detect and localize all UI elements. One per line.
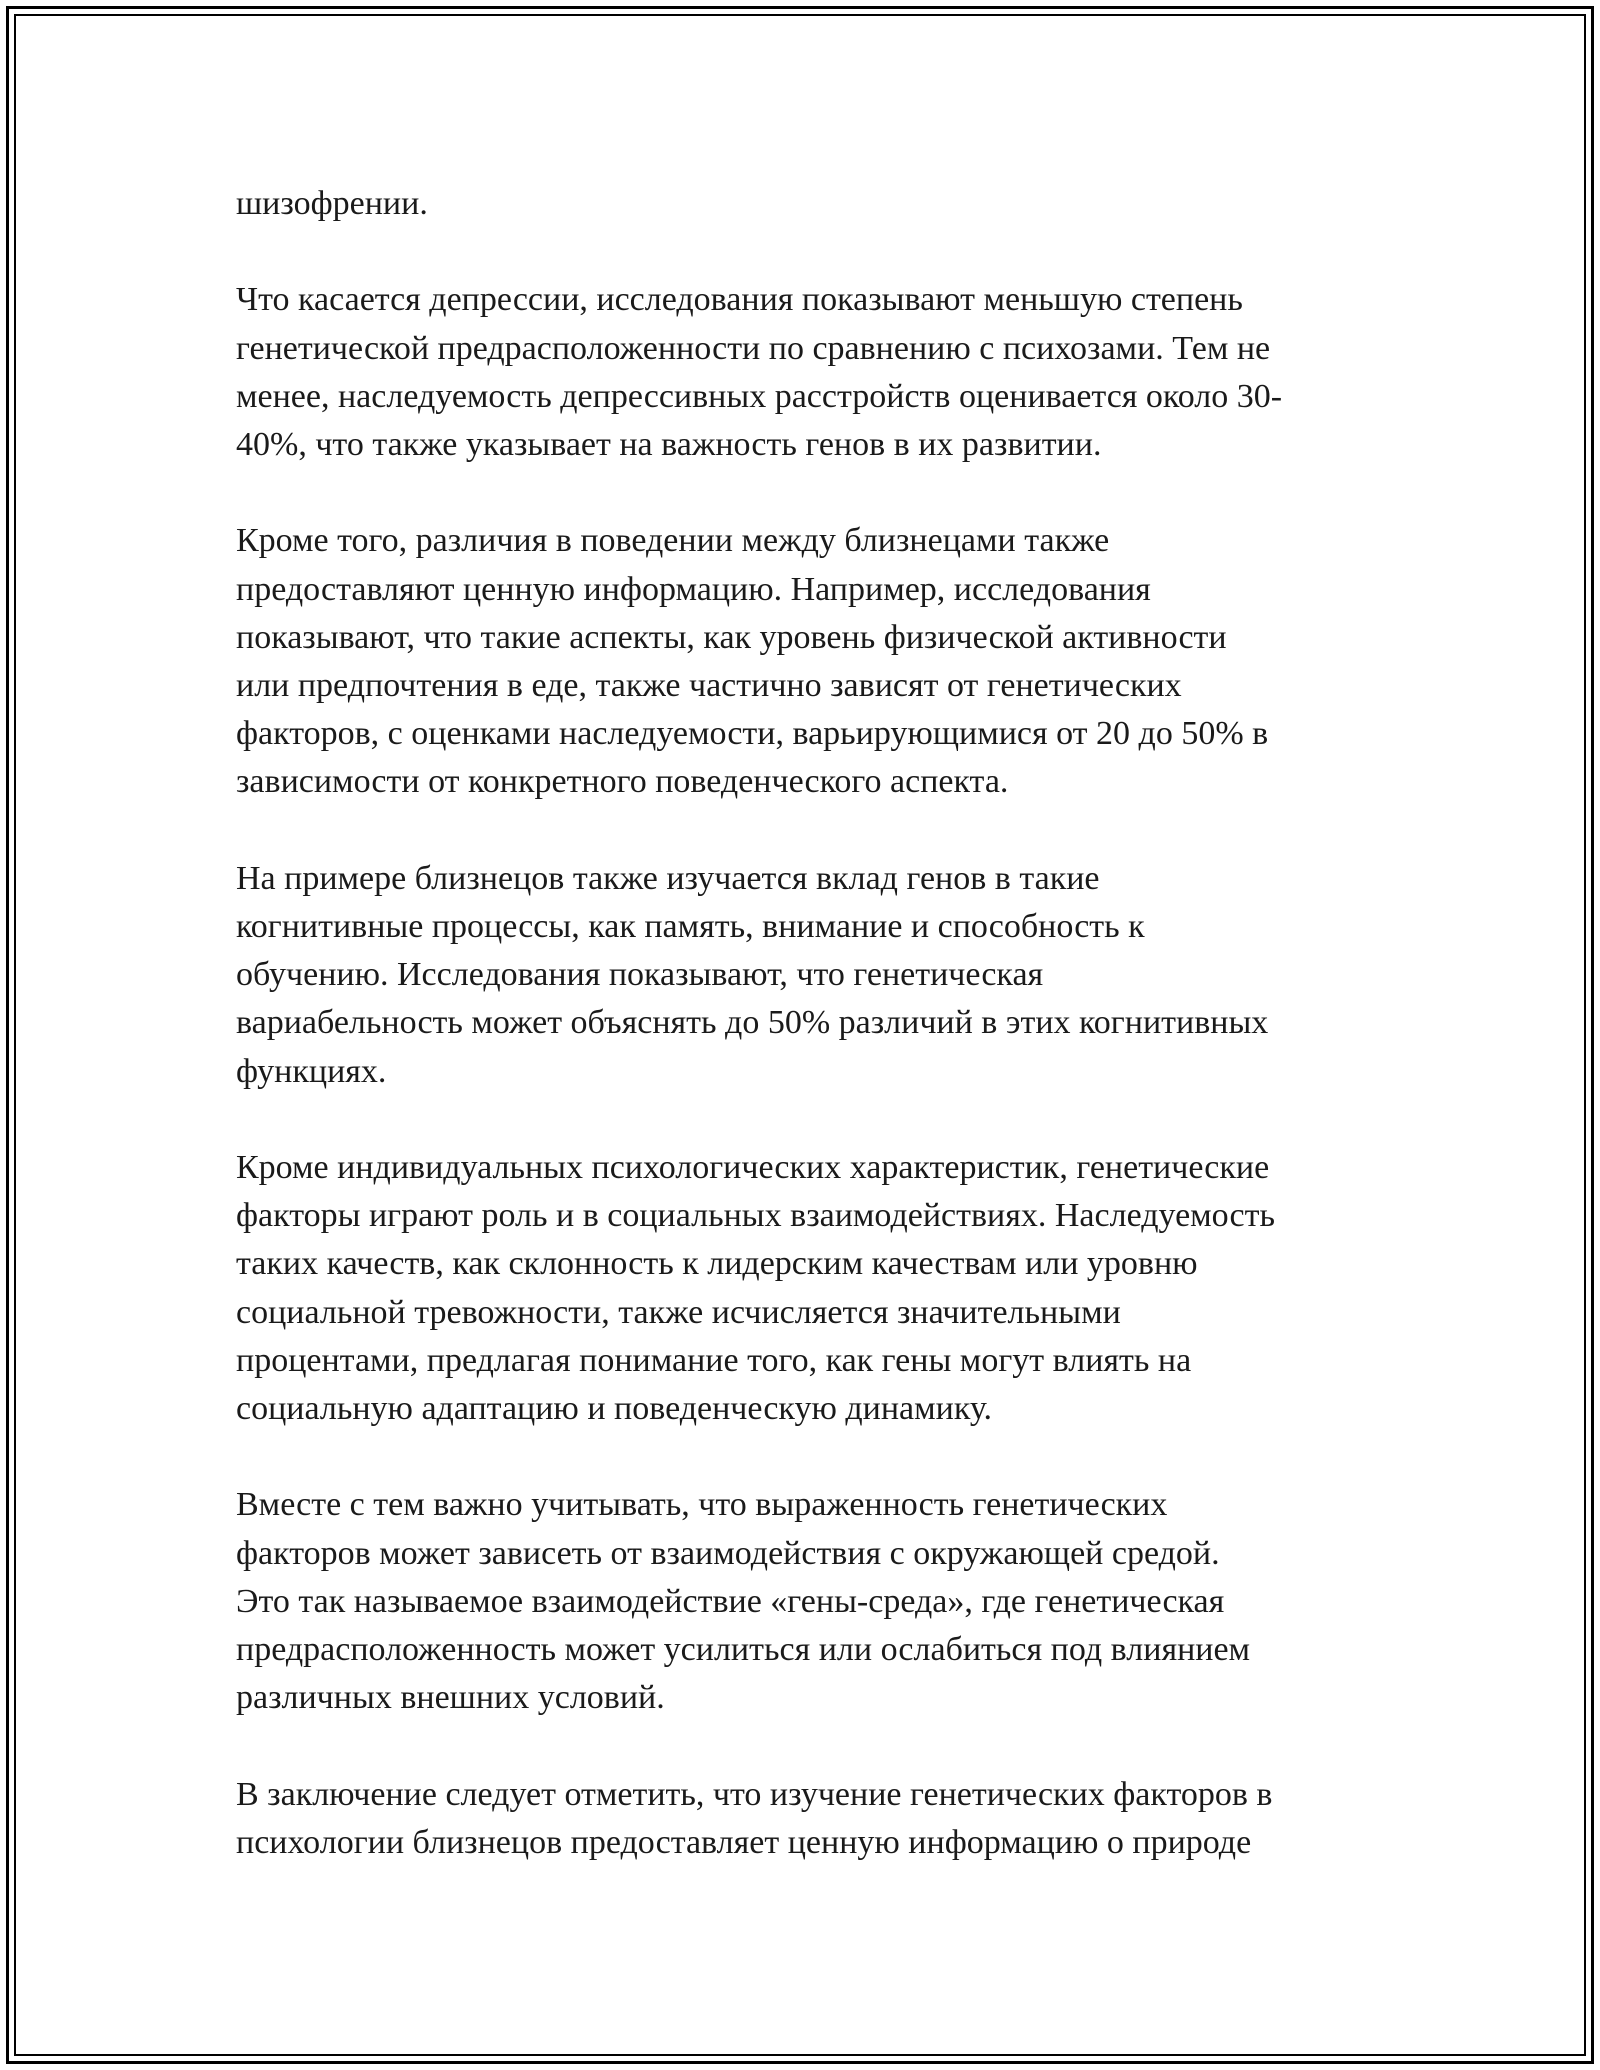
text-line: менее, наследуемость депрессивных расстройств оценивается около 30- <box>236 377 1283 415</box>
text-line: 40%, что также указывает на важность генов в их развитии. <box>236 426 1102 463</box>
text-line: Вместе с тем важно учитывать, что выраженность генетических <box>236 1486 1168 1524</box>
paragraph-5 <box>236 1144 1416 1433</box>
text-line: Кроме индивидуальных психологических характеристик, генетические <box>236 1149 1270 1186</box>
paragraph-2 <box>236 276 1416 469</box>
paragraph-4 <box>236 855 1416 1096</box>
paragraph-7 <box>236 1771 1416 1867</box>
text-line: зависимости от конкретного поведенческого аспекта. <box>236 763 1009 801</box>
text-line: На примере близнецов также изучается вклад генов в такие <box>236 859 1100 897</box>
text-line: функциях. <box>236 1052 387 1090</box>
text-line: факторов, с оценками наследуемости, варьирующимися от 20 до 50% в <box>236 715 1269 753</box>
paragraph-1 <box>236 180 1416 228</box>
text-line: Это так называемое взаимодействие «гены-среда», где генетическая <box>236 1582 1225 1620</box>
text-line: предрасположенность может усилиться или ослабиться под влиянием <box>236 1631 1251 1669</box>
text-line: когнитивные процессы, как память, внимание и способность к <box>236 908 1145 945</box>
text-line: вариабельность может объяснять до 50% различий в этих когнитивных <box>236 1004 1269 1042</box>
text-line: таких качеств, как склонность к лидерским качествам или уровню <box>236 1245 1198 1283</box>
text-line: генетической предрасположенности по сравнению с психозами. Тем не <box>236 329 1271 367</box>
text-line: социальную адаптацию и поведенческую динамику. <box>236 1390 992 1428</box>
text-line: психологии близнецов предоставляет ценную информацию о природе <box>236 1823 1252 1861</box>
text-line: Что касается депрессии, исследования показывают меньшую степень <box>236 281 1243 319</box>
text-line: обучению. Исследования показывают, что генетическая <box>236 956 1044 994</box>
paragraph-3 <box>236 517 1416 806</box>
text-line: факторов может зависеть от взаимодействия с окружающей средой. <box>236 1534 1220 1572</box>
text-line: различных внешних условий. <box>236 1679 665 1717</box>
text-line: предоставляют ценную информацию. Например, исследования <box>236 570 1151 608</box>
text-line: факторы играют роль и в социальных взаимодействиях. Наследуемость <box>236 1197 1275 1235</box>
text-line: показывают, что такие аспекты, как уровень физической активности <box>236 618 1227 656</box>
paragraph-6 <box>236 1481 1416 1722</box>
document-body <box>236 180 1416 1915</box>
text-line: процентами, предлагая понимание того, как гены могут влиять на <box>236 1341 1192 1379</box>
text-line: социальной тревожности, также исчисляется значительными <box>236 1293 1121 1331</box>
text-line: или предпочтения в еде, также частично зависят от генетических <box>236 667 1182 704</box>
text-line: Кроме того, различия в поведении между близнецами также <box>236 522 1110 560</box>
text-line: В заключение следует отметить, что изучение генетических факторов в <box>236 1775 1273 1813</box>
text-line: шизофрении. <box>236 185 428 222</box>
